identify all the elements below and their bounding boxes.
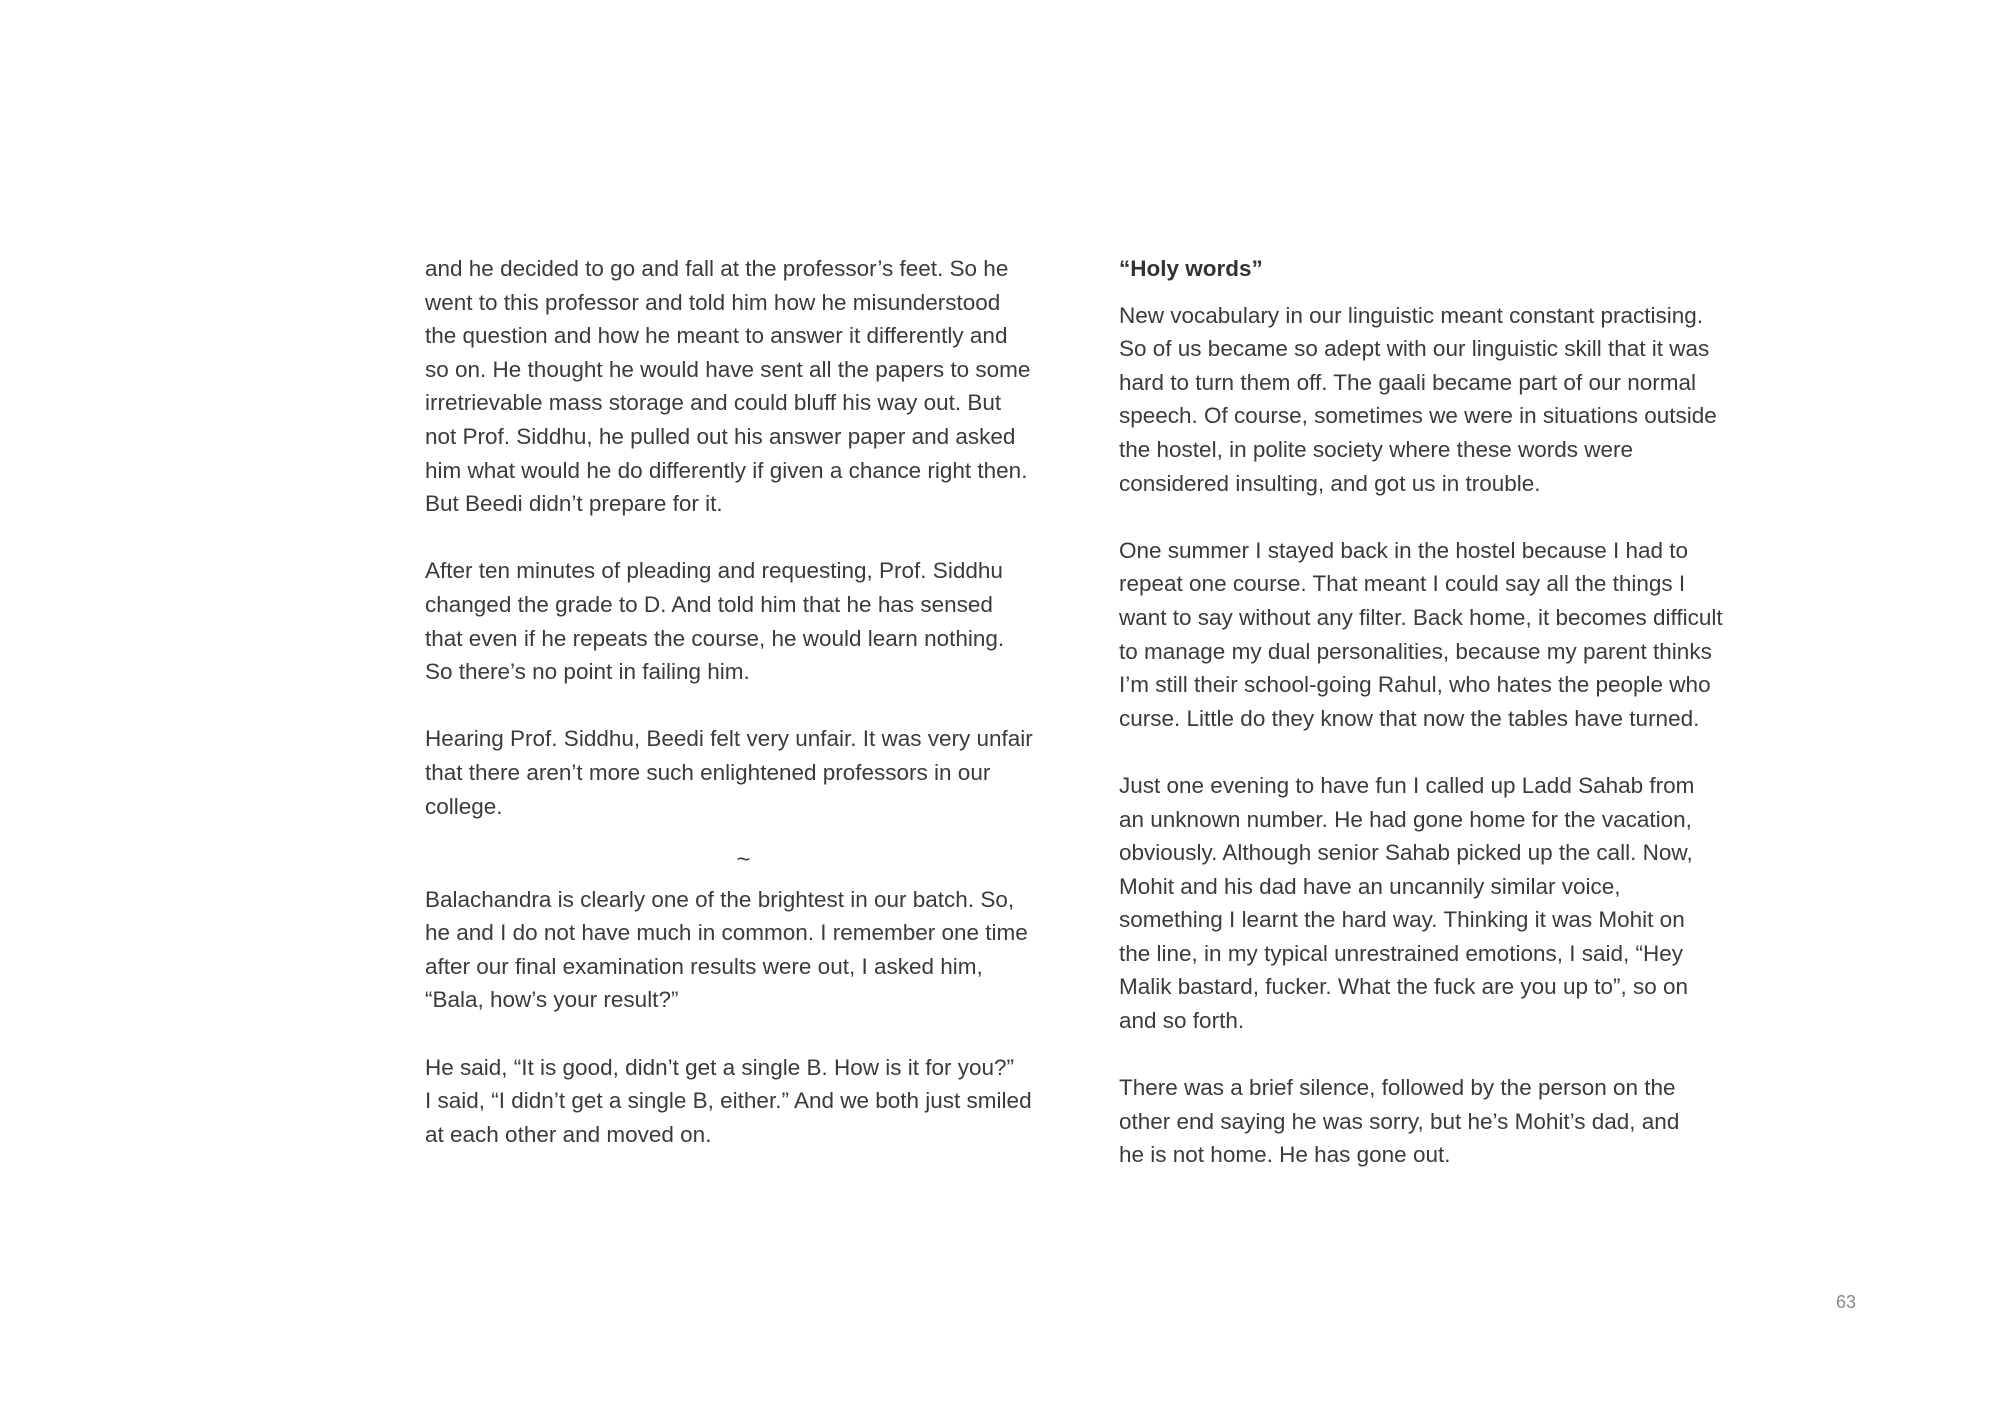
text-line: Hearing Prof. Siddhu, Beedi felt very unfair. It was very unfair xyxy=(425,726,1033,752)
text-line: hard to turn them off. The gaali became part of our normal xyxy=(1119,369,1696,395)
section-separator: ~ xyxy=(736,845,751,873)
left-paragraph-4 xyxy=(425,883,1075,1017)
text-line: want to say without any filter. Back home, it becomes difficult xyxy=(1119,604,1723,630)
text-line: that there aren’t more such enlightened professors in our xyxy=(425,759,991,785)
text-line: But Beedi didn’t prepare for it. xyxy=(425,491,723,517)
text-line: irretrievable mass storage and could bluff his way out. But xyxy=(425,390,1002,416)
text-line: the line, in my typical unrestrained emotions, I said, “Hey xyxy=(1119,940,1684,966)
left-paragraph-2 xyxy=(425,554,1075,688)
left-paragraph-1 xyxy=(425,252,1075,521)
text-line: Just one evening to have fun I called up Ladd Sahab from xyxy=(1119,772,1695,798)
text-line: changed the grade to D. And told him that he has sensed xyxy=(425,591,993,617)
text-line: so on. He thought he would have sent all the papers to some xyxy=(425,356,1031,382)
text-line: Malik bastard, fucker. What the fuck are you up to”, so on xyxy=(1119,974,1689,1000)
text-line: obviously. Although senior Sahab picked up the call. Now, xyxy=(1119,840,1693,866)
text-line: I’m still their school-going Rahul, who hates the people who xyxy=(1119,672,1711,698)
right-paragraph-4 xyxy=(1119,1071,1769,1172)
text-line: something I learnt the hard way. Thinking it was Mohit on xyxy=(1119,907,1685,933)
text-line: at each other and moved on. xyxy=(425,1121,712,1147)
text-line: One summer I stayed back in the hostel because I had to xyxy=(1119,537,1689,563)
text-line: him what would he do differently if given a chance right then. xyxy=(425,457,1028,483)
right-column xyxy=(1119,252,1769,1206)
text-line: the question and how he meant to answer it differently and xyxy=(425,323,1008,349)
text-line: repeat one course. That meant I could say all the things I xyxy=(1119,571,1686,597)
text-line: I said, “I didn’t get a single B, either.” And we both just smiled xyxy=(425,1088,1032,1114)
text-line: After ten minutes of pleading and requesting, Prof. Siddhu xyxy=(425,558,1003,584)
text-line: an unknown number. He had gone home for the vacation, xyxy=(1119,806,1692,832)
text-line: Balachandra is clearly one of the brightest in our batch. So, xyxy=(425,886,1015,912)
page-number: 63 xyxy=(1836,1292,1857,1312)
text-line: the hostel, in polite society where these words were xyxy=(1119,436,1634,462)
text-line: other end saying he was sorry, but he’s Mohit’s dad, and xyxy=(1119,1108,1680,1134)
text-line: New vocabulary in our linguistic meant constant practising. xyxy=(1119,302,1704,328)
text-line: Mohit and his dad have an uncannily similar voice, xyxy=(1119,873,1621,899)
text-line: and so forth. xyxy=(1119,1008,1245,1034)
text-line: after our final examination results were out, I asked him, xyxy=(425,953,983,979)
text-line: There was a brief silence, followed by the person on the xyxy=(1119,1075,1676,1101)
left-paragraph-5 xyxy=(425,1051,1075,1152)
left-paragraph-3 xyxy=(425,722,1075,823)
text-line: So of us became so adept with our linguistic skill that it was xyxy=(1119,336,1710,362)
text-line: that even if he repeats the course, he would learn nothing. xyxy=(425,625,1005,651)
text-line: he and I do not have much in common. I remember one time xyxy=(425,920,1028,946)
text-line: not Prof. Siddhu, he pulled out his answer paper and asked xyxy=(425,423,1016,449)
left-column xyxy=(425,252,1075,1185)
text-line: So there’s no point in failing him. xyxy=(425,659,750,685)
right-paragraph-2 xyxy=(1119,534,1769,736)
text-line: college. xyxy=(425,793,503,819)
text-line: “Bala, how’s your result?” xyxy=(425,987,679,1013)
text-line: and he decided to go and fall at the professor’s feet. So he xyxy=(425,256,1009,281)
text-line: curse. Little do they know that now the tables have turned. xyxy=(1119,705,1700,731)
text-line: considered insulting, and got us in trouble. xyxy=(1119,470,1541,496)
text-line: went to this professor and told him how he misunderstood xyxy=(425,289,1001,315)
right-paragraph-1 xyxy=(1119,299,1769,501)
text-line: He said, “It is good, didn’t get a single B. How is it for you?” xyxy=(425,1054,1015,1080)
text-line: to manage my dual personalities, because my parent thinks xyxy=(1119,638,1712,664)
section-heading: “Holy words” xyxy=(1119,256,1263,281)
text-line: speech. Of course, sometimes we were in situations outside xyxy=(1119,403,1717,429)
right-paragraph-3 xyxy=(1119,769,1769,1038)
text-line: he is not home. He has gone out. xyxy=(1119,1142,1451,1168)
